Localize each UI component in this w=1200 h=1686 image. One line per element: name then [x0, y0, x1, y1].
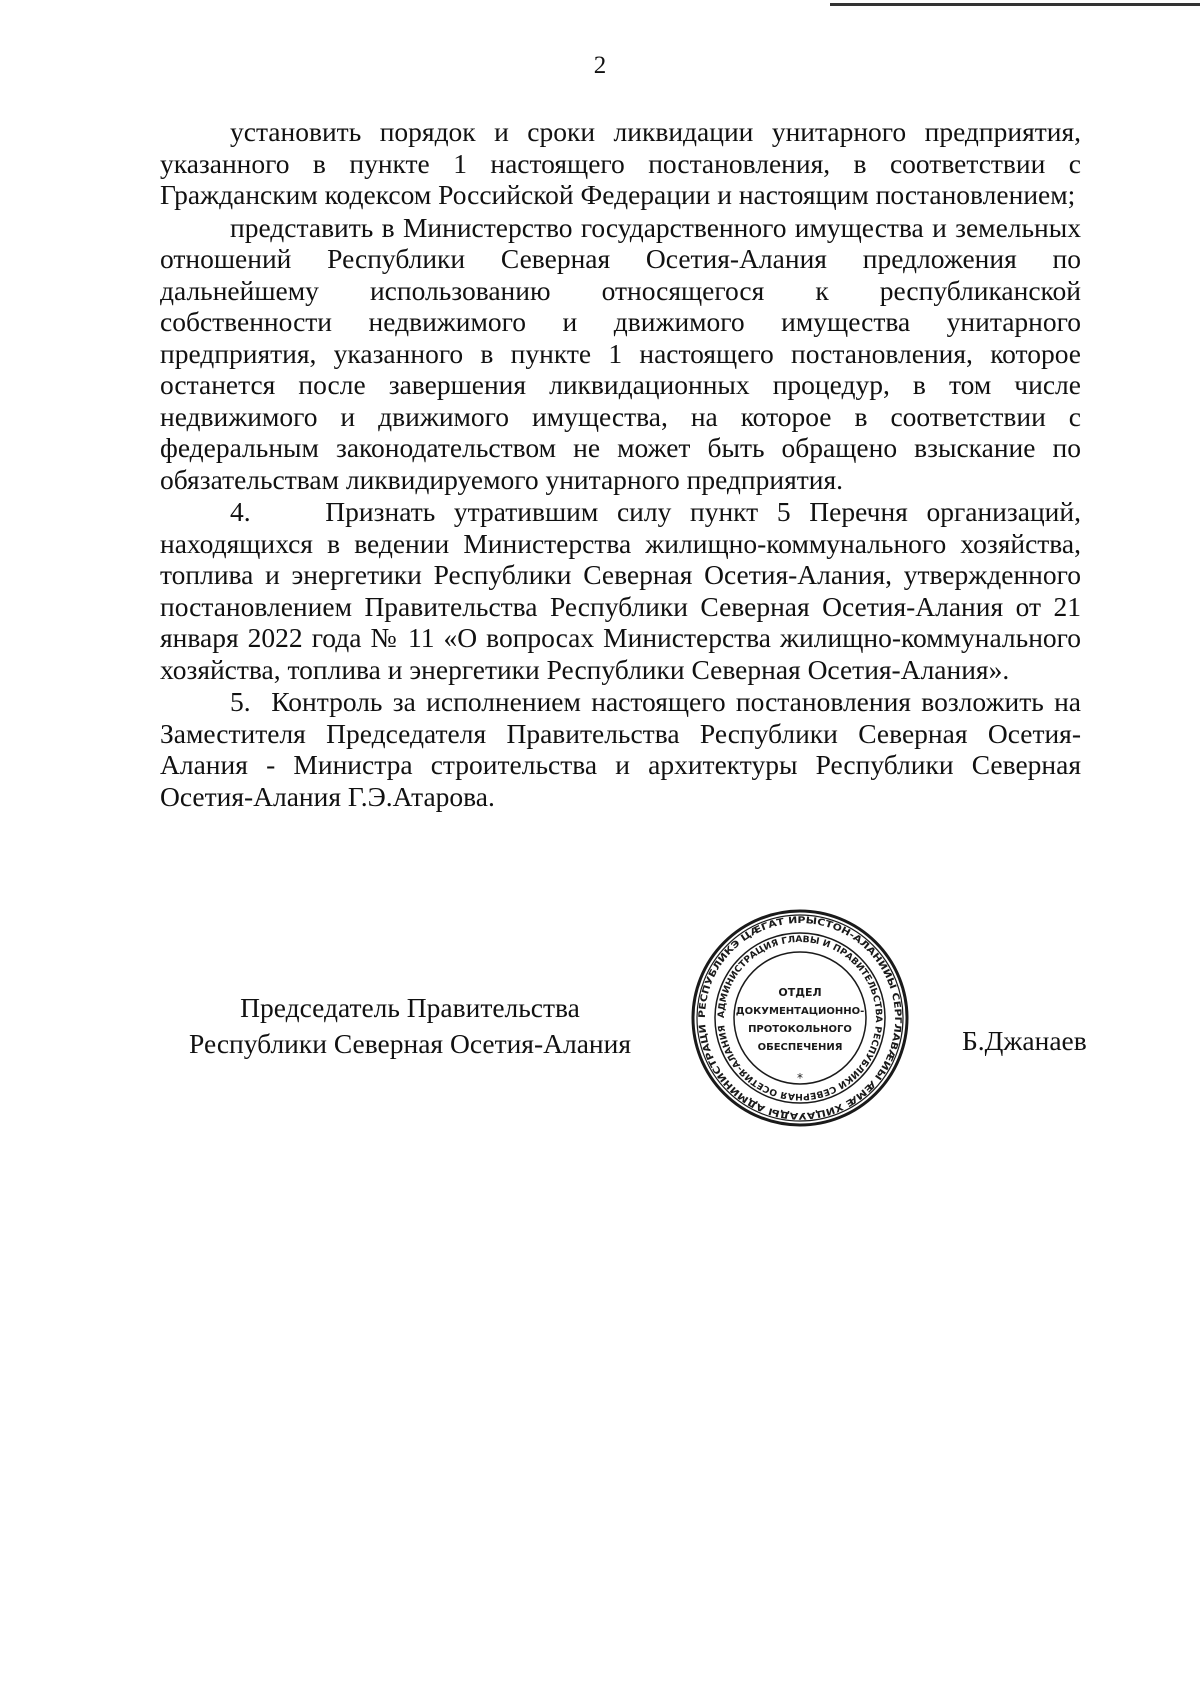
paragraph-liquidation-procedure: установить порядок и сроки ликвидации унитарного предприятия, указанного в пункте 1 настоящего постановления, в соответствии с Гражданским кодексом Российской Федерации и настоящим постановлением;: [160, 116, 1081, 210]
paragraph-property-proposals: представить в Министерство государственного имущества и земельных отношений Республики Северная Осетия-Алания предложения по дальнейшему использованию относящегося к республиканской собственности недвижимого и движимого имущества унитарного предприятия, указанного в пункте 1 настоящего постановления, которое останется после завершения ликвидационных процедур, в том числе недвижимого и движимого имущества, на которое в соответствии с федеральным законодательством не может быть обращено взыскание по обязательствам ликвидируемого унитарного предприятия.: [160, 211, 1081, 495]
seal-star-icon: *: [797, 1071, 803, 1085]
signatory-title: [160, 990, 660, 1062]
seal-inner-text: АДМИНИСТРАЦИЯ ГЛАВЫ И ПРАВИТЕЛЬСТВА РЕСПУБЛИКИ СЕВЕРНАЯ ОСЕТИЯ-АЛАНИЯ: [716, 934, 884, 1102]
paragraph-item-4: 4. Признать утратившим силу пункт 5 Перечня организаций, находящихся в ведении Министерства жилищно-коммунального хозяйства, топлива и энергетики Республики Северная Осетия-Алания, утвержденного постановлением Правительства Республики Северная Осетия-Алания от 21 января 2022 года № 11 «О вопросах Министерства жилищно-коммунального хозяйства, топлива и энергетики Республики Северная Осетия-Алания».: [160, 496, 1081, 685]
seal-center-line-2: ДОКУМЕНТАЦИОННО-: [735, 1006, 865, 1017]
official-seal: [690, 908, 910, 1128]
seal-center-line-3: ПРОТОКОЛЬНОГО: [748, 1024, 852, 1035]
seal-center-text: [736, 986, 865, 1053]
page-number: 2: [593, 52, 607, 79]
document-body: [160, 116, 1081, 812]
signatory-title-line-2: Республики Северная Осетия-Алания: [189, 1028, 631, 1059]
signatory-title-line-1: Председатель Правительства: [240, 992, 580, 1023]
seal-center-line-1: ОТДЕЛ: [778, 986, 822, 999]
signatory-name: Б.Джанаев: [962, 1025, 1087, 1056]
seal-inner-ring: [734, 952, 866, 1084]
top-border-line: [830, 3, 1200, 6]
seal-center-line-4: ОБЕСПЕЧЕНИЯ: [757, 1042, 843, 1053]
seal-outer-text: РЕСПУБЛИКЭ ЦӔГАТ ИРЫСТОН-АЛАНИЙЫ СЕРГЛАВӔЙЫ ӔМӔ ХИЦАУАДЫ АДМИНИСТРАЦИ: [696, 914, 904, 1122]
paragraph-item-5: 5. Контроль за исполнением настоящего постановления возложить на Заместителя Председателя Правительства Республики Северная Осетия-Алания - Министра строительства и архитектуры Республики Северная Осетия-Алания Г.Э.Атарова.: [160, 686, 1081, 812]
